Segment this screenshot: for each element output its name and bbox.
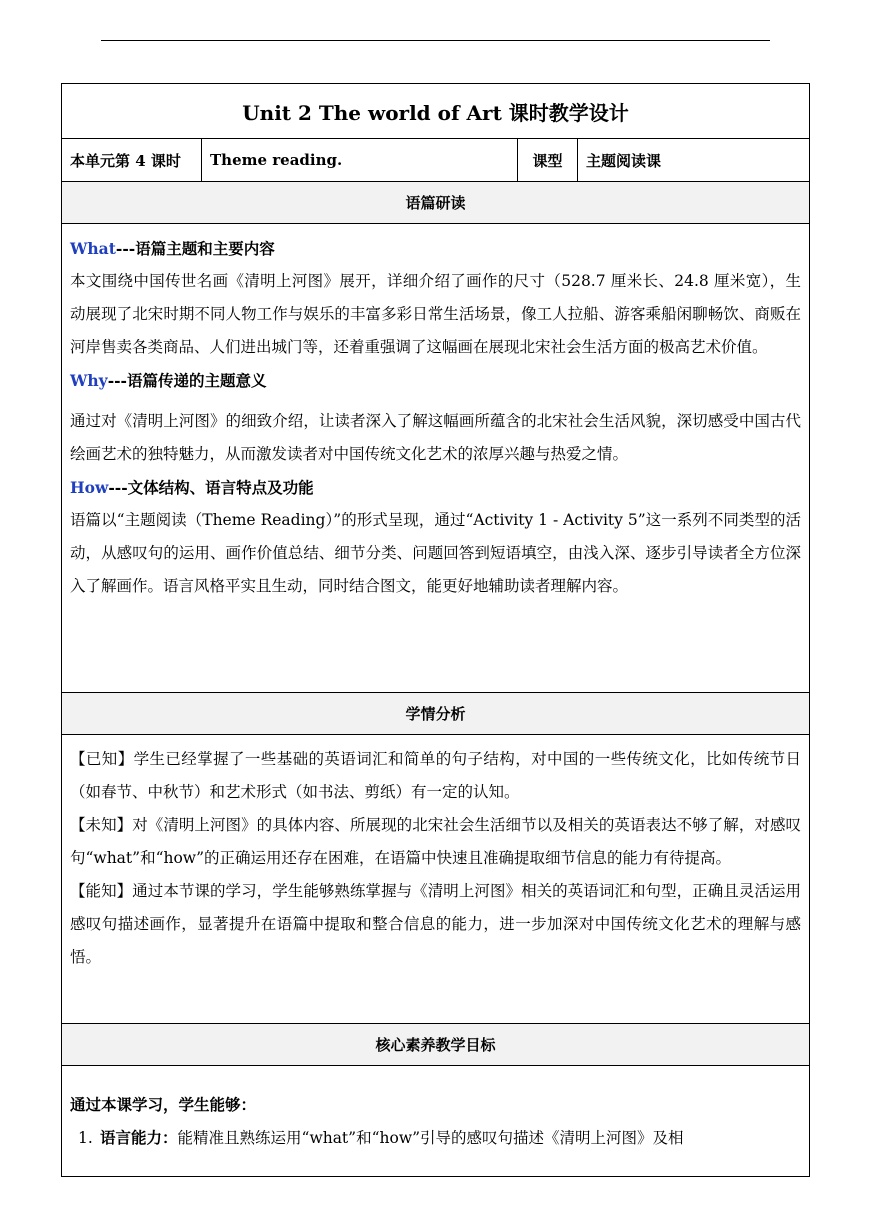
lesson-number-label: 本单元第 4 课时 [62, 139, 202, 182]
core-goals-body [62, 1066, 810, 1177]
goals-intro: 通过本课学习，学生能够： [70, 1095, 257, 1114]
how-heading: How---文体结构、语言特点及功能 [70, 478, 314, 497]
section-header-core-goals: 核心素养教学目标 [62, 1024, 810, 1066]
how-paragraph: 语篇以“主题阅读（Theme Reading）”的形式呈现，通过“Activity 1 - Activity 5”这一系列不同类型的活动，从感叹句的运用、画作价值总结、细节分类、问题回答到短语填空，由浅入深、逐步引导读者全方位深入了解画作。语言风格平实且生动，同时结合图文，能更好地辅助读者理解内容。 [70, 511, 802, 595]
student-analysis-body [62, 735, 810, 1024]
why-paragraph: 通过对《清明上河图》的细致介绍，让读者深入了解这幅画所蕴含的北宋社会生活风貌，深切感受中国古代绘画艺术的独特魅力，从而激发读者对中国传统文化艺术的浓厚兴趣与热爱之情。 [70, 412, 802, 463]
unknown-paragraph: 【未知】对《清明上河图》的具体内容、所展现的北宋社会生活细节以及相关的英语表达不够了解，对感叹句“what”和“how”的正确运用还存在困难，在语篇中快速且准确提取细节信息的能力有待提高。 [70, 816, 802, 867]
lesson-topic-value: Theme reading. [202, 139, 518, 182]
text-study-body [62, 224, 810, 693]
lesson-type-value: 主题阅读课 [578, 139, 810, 182]
section-header-text-study: 语篇研读 [62, 182, 810, 224]
able-paragraph: 【能知】通过本节课的学习，学生能够熟练掌握与《清明上河图》相关的英语词汇和句型，正确且灵活运用感叹句描述画作，显著提升在语篇中提取和整合信息的能力，进一步加深对中国传统文化艺术的理解与感悟。 [70, 882, 802, 966]
header-rule [101, 40, 770, 41]
what-paragraph: 本文围绕中国传世名画《清明上河图》展开，详细介绍了画作的尺寸（528.7 厘米长、24.8 厘米宽），生动展现了北宋时期不同人物工作与娱乐的丰富多彩日常生活场景，像工人拉船、游客乘船闲聊畅饮、商贩在河岸售卖各类商品、人们进出城门等，还着重强调了这幅画在展现北宋社会生活方面的极高艺术价值。 [70, 272, 802, 356]
section-header-student-analysis: 学情分析 [62, 693, 810, 735]
why-heading: Why---语篇传递的主题意义 [70, 371, 267, 390]
document-title: Unit 2 The world of Art 课时教学设计 [62, 84, 810, 139]
lesson-design-table [61, 83, 810, 1177]
goal-item-1: 1. 语言能力：能精准且熟练运用“what”和“how”引导的感叹句描述《清明上河图》及相 [78, 1128, 684, 1147]
known-paragraph: 【已知】学生已经掌握了一些基础的英语词汇和简单的句子结构，对中国的一些传统文化，比如传统节日（如春节、中秋节）和艺术形式（如书法、剪纸）有一定的认知。 [70, 750, 802, 801]
what-heading: What---语篇主题和主要内容 [70, 239, 275, 258]
lesson-type-label: 课型 [518, 139, 578, 182]
